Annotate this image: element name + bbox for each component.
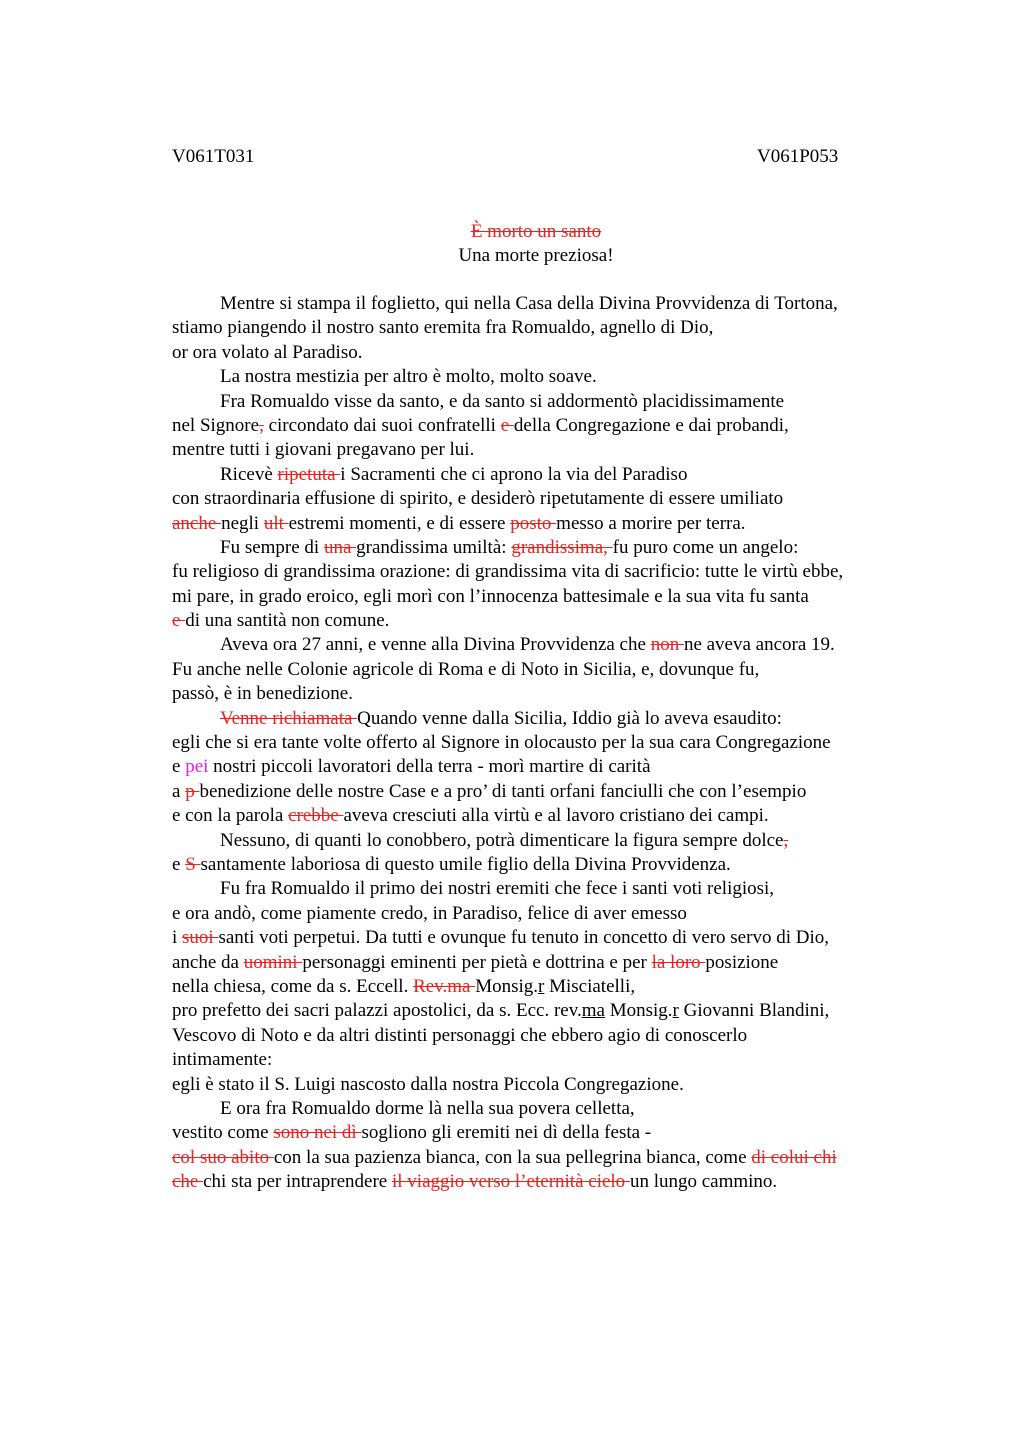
text-line	[172, 707, 932, 731]
text-segment: Giovanni Blandini,	[678, 1000, 830, 1022]
deleted-text: una	[323, 536, 357, 558]
superscript-abbrev: r	[672, 1000, 679, 1022]
text-line	[172, 902, 932, 926]
text-line	[172, 853, 932, 877]
text-line	[172, 951, 932, 975]
text-segment: grandissima umiltà:	[356, 536, 512, 558]
deleted-text: sono nei dì	[273, 1122, 362, 1144]
deleted-text: di colui chi	[751, 1146, 837, 1168]
text-segment: Fu fra Romualdo il primo dei nostri eremiti che fece i santi voti religiosi,	[220, 878, 775, 900]
text-segment: pro prefetto dei sacri palazzi apostolici, da s. Ecc. rev.	[172, 1000, 582, 1022]
deleted-text: uomini	[243, 951, 303, 973]
deleted-text: ,	[259, 414, 264, 436]
text-segment: sogliono gli eremiti nei dì della festa -	[361, 1122, 652, 1144]
deleted-text: che	[172, 1171, 204, 1193]
text-segment: Monsig.	[604, 1000, 673, 1022]
deleted-text: non	[650, 634, 684, 656]
text-segment: mi pare, in grado eroico, egli morì con l’innocenza battesimale e la sua vita fu santa	[172, 585, 809, 607]
deleted-text: la loro	[651, 951, 706, 973]
text-segment: egli che si era tante volte offerto al Signore in olocausto per la sua cara Congregazione	[172, 732, 831, 754]
text-line	[172, 1170, 932, 1194]
deleted-text: S	[185, 853, 201, 875]
deleted-text: il viaggio verso l’eternità cielo	[391, 1171, 630, 1193]
deleted-text: ult	[263, 512, 289, 534]
text-segment: fu puro come un angelo:	[612, 536, 799, 558]
text-segment: e	[172, 756, 186, 778]
text-segment: un lungo cammino.	[629, 1171, 778, 1193]
text-line	[172, 804, 932, 828]
text-segment: i Sacramenti che ci aprono la via del Paradiso	[340, 463, 688, 485]
text-segment: chi sta per intraprendere	[203, 1171, 392, 1193]
text-line	[172, 780, 932, 804]
text-segment: vestito come	[172, 1122, 274, 1144]
text-segment: i	[172, 927, 183, 949]
text-line	[172, 633, 932, 657]
highlighted-word: pei	[185, 756, 209, 778]
text-line	[172, 414, 932, 438]
text-line	[172, 1073, 932, 1097]
deleted-text: grandissima,	[511, 536, 613, 558]
text-line	[172, 536, 932, 560]
text-line	[172, 1146, 932, 1170]
text-segment: a	[172, 780, 186, 802]
text-line	[172, 365, 932, 389]
text-segment: stiamo piangendo il nostro santo eremita fra Romualdo, agnello di Dio,	[172, 317, 714, 339]
document-code-right: V061P053	[757, 146, 839, 167]
text-line	[172, 487, 932, 511]
text-segment: della Congregazione e dai probandi,	[513, 414, 789, 436]
deleted-text: ,	[783, 829, 789, 851]
deleted-text: Rev.ma	[413, 975, 476, 997]
deleted-text: e	[172, 610, 186, 632]
text-segment: E ora fra Romualdo dorme là nella sua povera celletta,	[220, 1097, 635, 1119]
text-segment: messo a morire per terra.	[556, 512, 746, 534]
text-segment: di una santità non comune.	[185, 610, 390, 632]
text-line	[172, 1024, 932, 1048]
text-segment: nel Signore	[172, 414, 260, 436]
text-line	[172, 341, 932, 365]
text-line	[172, 975, 932, 999]
text-segment: Ricevè	[220, 463, 278, 485]
text-line	[172, 292, 932, 316]
text-segment: Fra Romualdo visse da santo, e da santo si addormentò placidissimamente	[220, 390, 785, 412]
text-segment: e	[172, 853, 186, 875]
text-line	[172, 560, 932, 584]
deleted-text: suoi	[182, 927, 219, 949]
text-segment: Vescovo di Noto e da altri distinti personaggi che ebbero agio di conoscerlo	[172, 1024, 748, 1046]
text-segment: egli è stato il S. Luigi nascosto dalla nostra Piccola Congregazione.	[172, 1073, 684, 1095]
text-segment: posizione	[705, 951, 779, 973]
deleted-text: col suo abito	[172, 1146, 274, 1168]
text-line	[172, 731, 932, 755]
text-line	[172, 1121, 932, 1145]
text-segment: aveva cresciuti alla virtù e al lavoro cristiano dei campi.	[343, 805, 769, 827]
text-line	[172, 316, 932, 340]
text-line	[172, 463, 932, 487]
text-line	[172, 609, 932, 633]
text-segment: Nessuno, di quanti lo conobbero, potrà dimenticare la figura sempre dolce	[220, 829, 784, 851]
deleted-text: ripetuta	[277, 463, 341, 485]
deleted-text: e	[500, 414, 514, 436]
text-segment: negli	[221, 512, 264, 534]
text-segment: intimamente:	[172, 1049, 273, 1071]
deleted-text: anche	[172, 512, 222, 534]
text-segment: Aveva ora 27 anni, e venne alla Divina Provvidenza che	[220, 634, 651, 656]
text-segment: fu religioso di grandissima orazione: di grandissima vita di sacrificio: tutte le virtù ebbe,	[172, 561, 844, 583]
text-segment: Fu sempre di	[220, 536, 324, 558]
text-line	[172, 829, 932, 853]
deleted-text: crebbe	[288, 805, 344, 827]
text-line	[172, 877, 932, 901]
deleted-text: posto	[510, 512, 557, 534]
text-segment: e ora andò, come piamente credo, in Paradiso, felice di aver emesso	[172, 902, 687, 924]
text-segment: con straordinaria effusione di spirito, e desiderò ripetutamente di essere umiliato	[172, 488, 784, 510]
text-line	[172, 585, 932, 609]
title-block	[0, 220, 1024, 269]
text-segment: e con la parola	[172, 805, 289, 827]
deleted-title: È morto un santo	[470, 221, 602, 242]
text-segment: estremi momenti, e di essere	[288, 512, 511, 534]
text-segment: santamente laboriosa di questo umile figlio della Divina Provvidenza.	[200, 853, 731, 875]
text-line	[172, 755, 932, 779]
text-segment: santi voti perpetui. Da tutti e ovunque fu tenuto in concetto di vero servo di Dio,	[218, 927, 829, 949]
text-segment: mentre tutti i giovani pregavano per lui.	[172, 439, 475, 461]
text-segment: Fu anche nelle Colonie agricole di Roma e di Noto in Sicilia, e, dovunque fu,	[172, 658, 760, 680]
deleted-text: p	[185, 780, 200, 802]
text-segment: circondato dai suoi confratelli	[263, 414, 501, 436]
text-line	[172, 658, 932, 682]
text-segment: Monsig.	[475, 975, 539, 997]
text-segment: Quando venne dalla Sicilia, Iddio già lo aveva esaudito:	[357, 707, 782, 729]
text-segment: Mentre si stampa il foglietto, qui nella Casa della Divina Provvidenza di Tortona,	[220, 293, 838, 314]
text-segment: personaggi eminenti per pietà e dottrina e per	[302, 951, 652, 973]
deleted-text: Venne richiamata	[220, 707, 358, 729]
text-line	[172, 999, 932, 1023]
text-segment: anche da	[172, 951, 244, 973]
text-segment: ne aveva ancora 19.	[683, 634, 835, 656]
superscript-abbrev: ma	[581, 1000, 605, 1022]
text-line	[172, 682, 932, 706]
text-segment: nostri piccoli lavoratori della terra - morì martire di carità	[208, 756, 651, 778]
text-line	[172, 438, 932, 462]
document-body	[172, 292, 932, 1194]
text-line	[172, 1048, 932, 1072]
text-segment: La nostra mestizia per altro è molto, molto soave.	[220, 366, 597, 388]
text-line	[172, 1097, 932, 1121]
text-segment: benedizione delle nostre Case e a pro’ di tanti orfani fanciulli che con l’esempio	[199, 780, 807, 802]
text-segment: nella chiesa, come da s. Eccell.	[172, 975, 414, 997]
text-segment: or ora volato al Paradiso.	[172, 341, 363, 363]
page-title: Una morte preziosa!	[458, 245, 614, 267]
text-segment: passò, è in benedizione.	[172, 683, 353, 705]
text-line	[172, 926, 932, 950]
text-segment: con la sua pazienza bianca, con la sua pellegrina bianca, come	[273, 1146, 752, 1168]
text-line	[172, 390, 932, 414]
superscript-abbrev: r	[538, 975, 545, 997]
text-segment: Misciatelli,	[544, 975, 636, 997]
text-line	[172, 512, 932, 536]
document-code-left: V061T031	[172, 146, 255, 167]
